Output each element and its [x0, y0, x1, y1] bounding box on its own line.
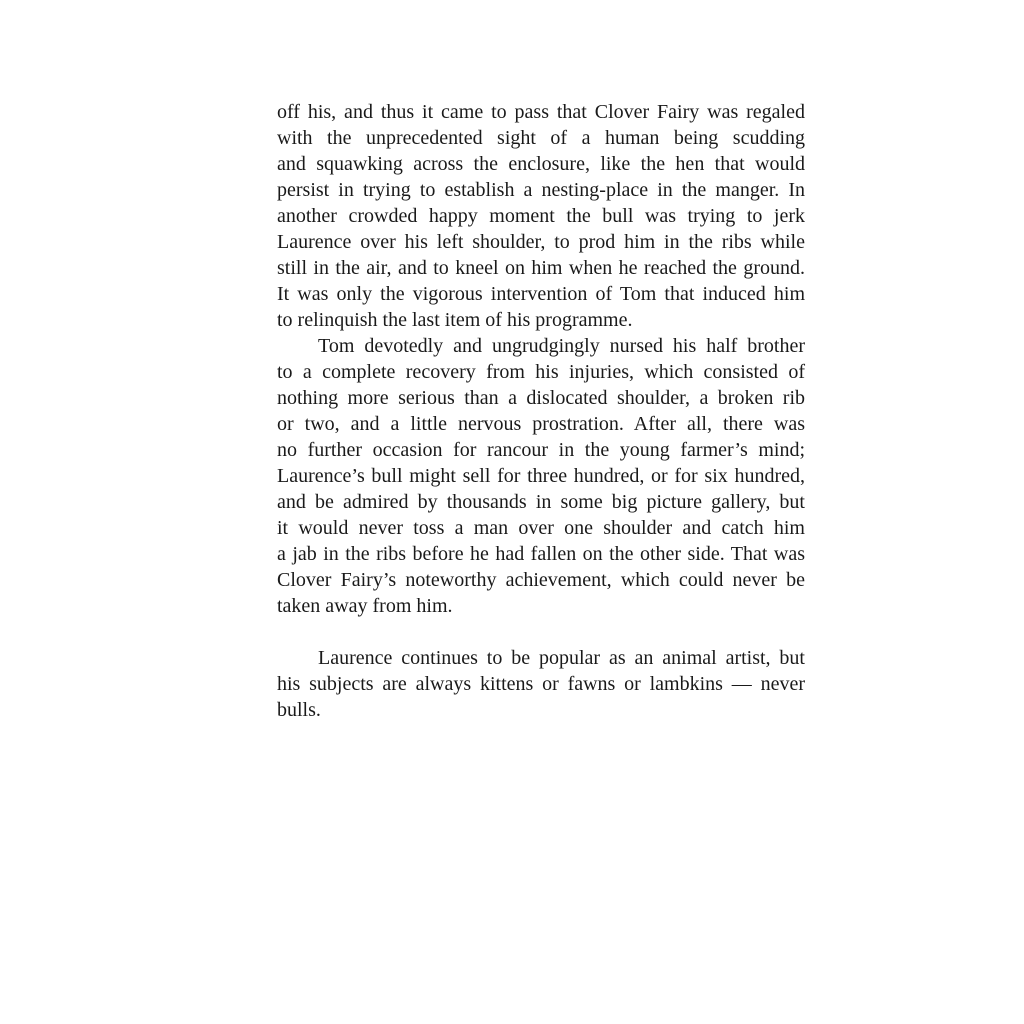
paragraph-gap	[277, 619, 805, 645]
text-line: and squawking across the enclosure, like the hen that would	[277, 153, 805, 175]
text-line: nothing more serious than a dislocated shoulder, a broken rib	[277, 387, 805, 409]
paragraph	[277, 333, 805, 619]
text-line: Tom devotedly and ungrudgingly nursed his half brother	[318, 335, 805, 357]
text-line: Laurence’s bull might sell for three hundred, or for six hundred,	[277, 465, 805, 487]
text-line: and be admired by thousands in some big picture gallery, but	[277, 491, 805, 513]
text-line: a jab in the ribs before he had fallen on the other side. That was	[277, 543, 805, 565]
paragraph	[277, 645, 805, 723]
text-line: Laurence continues to be popular as an animal artist, but	[318, 647, 805, 669]
text-line: Laurence over his left shoulder, to prod him in the ribs while	[277, 231, 805, 253]
text-line: to a complete recovery from his injuries, which consisted of	[277, 361, 805, 383]
text-line: bulls.	[277, 699, 321, 721]
text-line: It was only the vigorous intervention of Tom that induced him	[277, 283, 805, 305]
text-line: persist in trying to establish a nesting-place in the manger. In	[277, 179, 805, 201]
text-line: another crowded happy moment the bull was trying to jerk	[277, 205, 805, 227]
text-line: to relinquish the last item of his programme.	[277, 309, 633, 331]
text-line: it would never toss a man over one shoulder and catch him	[277, 517, 805, 539]
text-line: taken away from him.	[277, 595, 453, 617]
text-line: still in the air, and to kneel on him when he reached the ground.	[277, 257, 805, 279]
page-body	[277, 99, 805, 723]
text-line: no further occasion for rancour in the young farmer’s mind;	[277, 439, 805, 461]
text-line: Clover Fairy’s noteworthy achievement, which could never be	[277, 569, 805, 591]
text-line: off his, and thus it came to pass that Clover Fairy was regaled	[277, 101, 805, 123]
paragraph	[277, 99, 805, 333]
text-line: or two, and a little nervous prostration. After all, there was	[277, 413, 805, 435]
text-line: with the unprecedented sight of a human being scudding	[277, 127, 805, 149]
text-line: his subjects are always kittens or fawns or lambkins — never	[277, 673, 805, 695]
